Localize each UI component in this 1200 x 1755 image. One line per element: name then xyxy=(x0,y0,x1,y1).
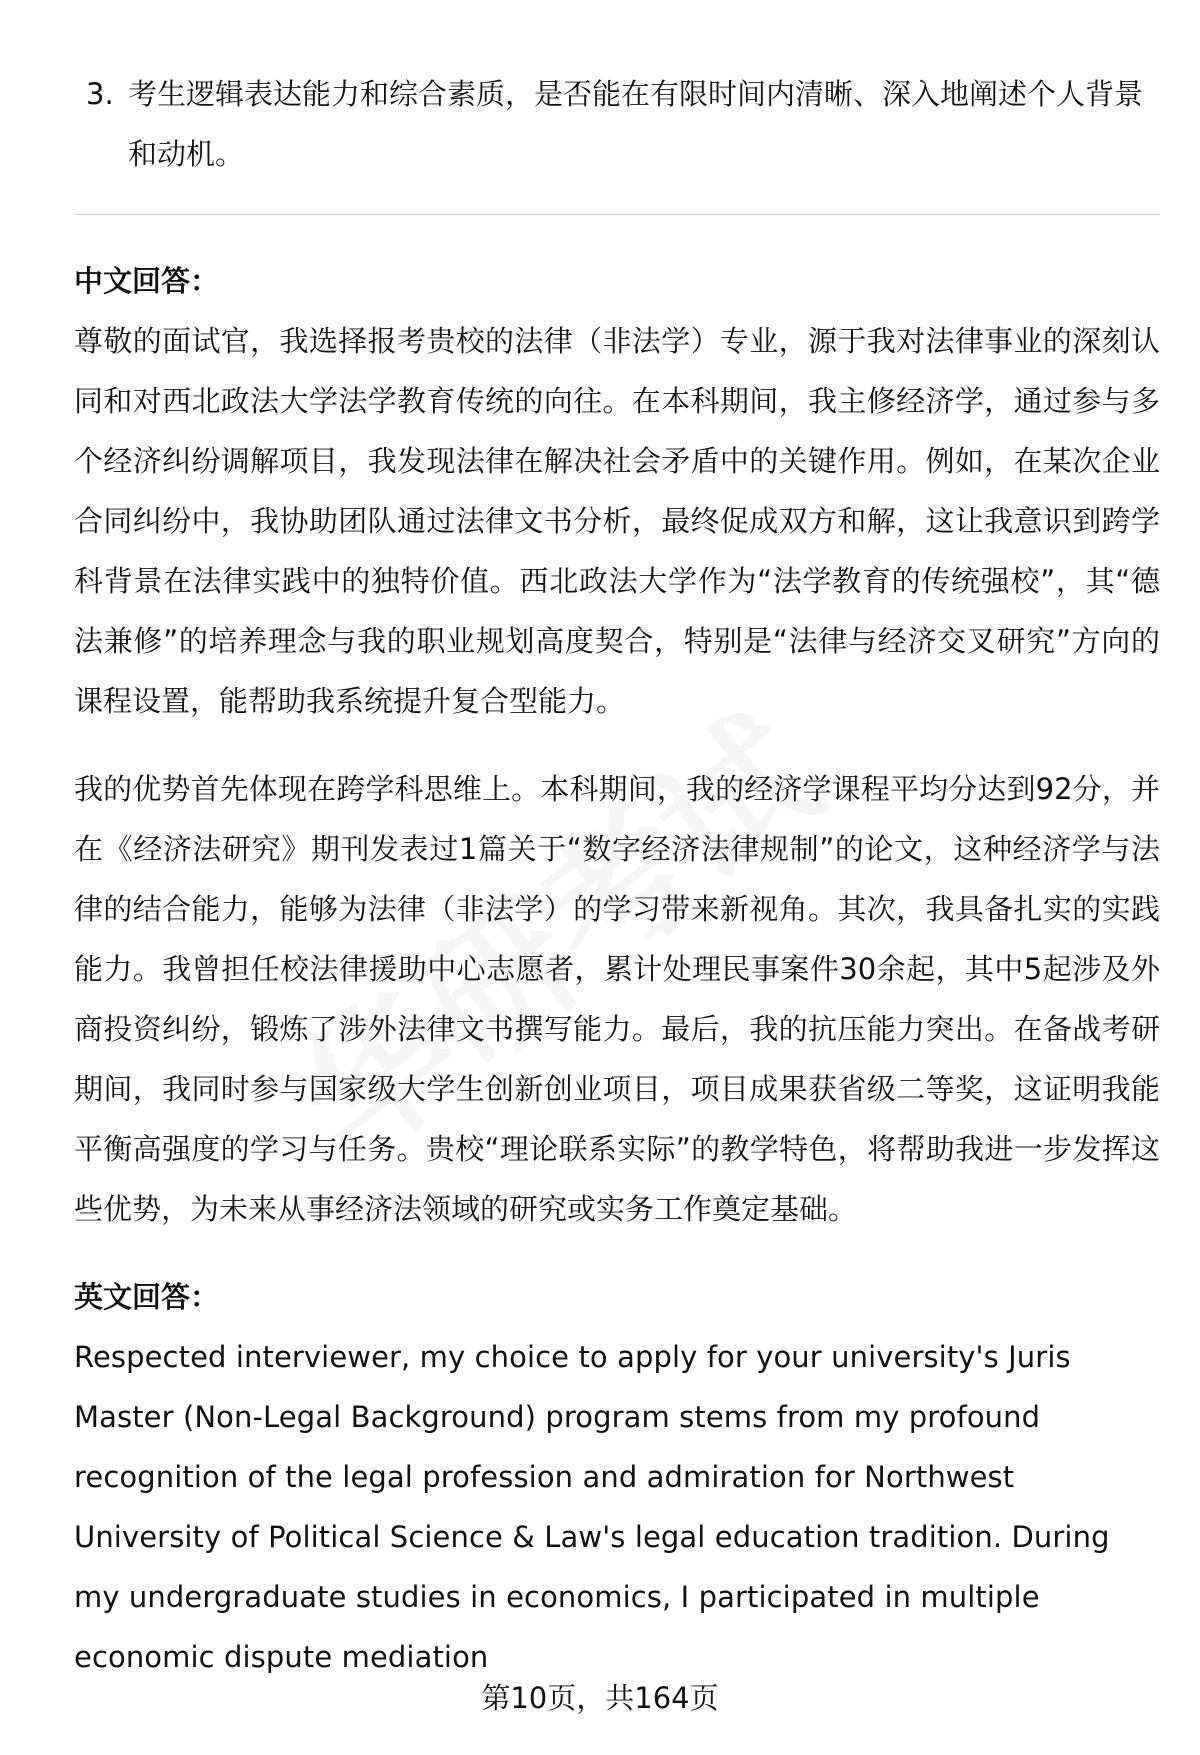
chinese-paragraph-2: 我的优势首先体现在跨学科思维上。本科期间，我的经济学课程平均分达到92分，并在《经济法研究》期刊发表过1篇关于“数字经济法律规制”的论文，这种经济学与法律的结合能力，能够为法律（非法学）的学习带来新视角。其次，我具备扎实的实践能力。我曾担任校法律援助中心志愿者，累计处理民事案件30余起，其中5起涉及外商投资纠纷，锻炼了涉外法律文书撰写能力。最后，我的抗压能力突出。在备战考研期间，我同时参与国家级大学生创新创业项目，项目成果获省级二等奖，这证明我能平衡高强度的学习与任务。贵校“理论联系实际”的教学特色，将帮助我进一步发挥这些优势，为未来从事经济法领域的研究或实务工作奠定基础。 xyxy=(74,772,1160,1226)
document-page xyxy=(74,0,1160,1687)
chinese-paragraph-1: 尊敬的面试官，我选择报考贵校的法律（非法学）专业，源于我对法律事业的深刻认同和对西北政法大学法学教育传统的向往。在本科期间，我主修经济学，通过参与多个经济纠纷调解项目，我发现法律在解决社会矛盾中的关键作用。例如，在某次企业合同纠纷中，我协助团队通过法律文书分析，最终促成双方和解，这让我意识到跨学科背景在法律实践中的独特价值。西北政法大学作为“法学教育的传统强校”，其“德法兼修”的培养理念与我的职业规划高度契合，特别是“法律与经济交叉研究”方向的课程设置，能帮助我系统提升复合型能力。 xyxy=(74,324,1160,718)
criteria-list-item xyxy=(74,64,1160,184)
section-divider xyxy=(74,214,1160,215)
english-answer-section xyxy=(74,1267,1160,1687)
list-item-text: 考生逻辑表达能力和综合素质，是否能在有限时间内清晰、深入地阐述个人背景和动机。 xyxy=(128,77,1144,171)
section-gap xyxy=(74,1239,1160,1267)
chinese-answer-section xyxy=(74,251,1160,1239)
english-paragraph: Respected interviewer, my choice to apply for your university's Juris Master (Non-Legal Background) program stems from my profound recognition of the legal profession and admiration for Northwest University of Political Science & Law's legal education tradition. During my undergraduate studies in economics, I participated in multiple economic dispute mediation xyxy=(74,1340,1110,1674)
english-answer-heading: 英文回答： xyxy=(74,1280,220,1314)
chinese-answer-heading: 中文回答： xyxy=(74,264,220,298)
list-item-number: 3. xyxy=(86,77,114,111)
page-number-footer: 第10页，共164页 xyxy=(481,1681,719,1715)
